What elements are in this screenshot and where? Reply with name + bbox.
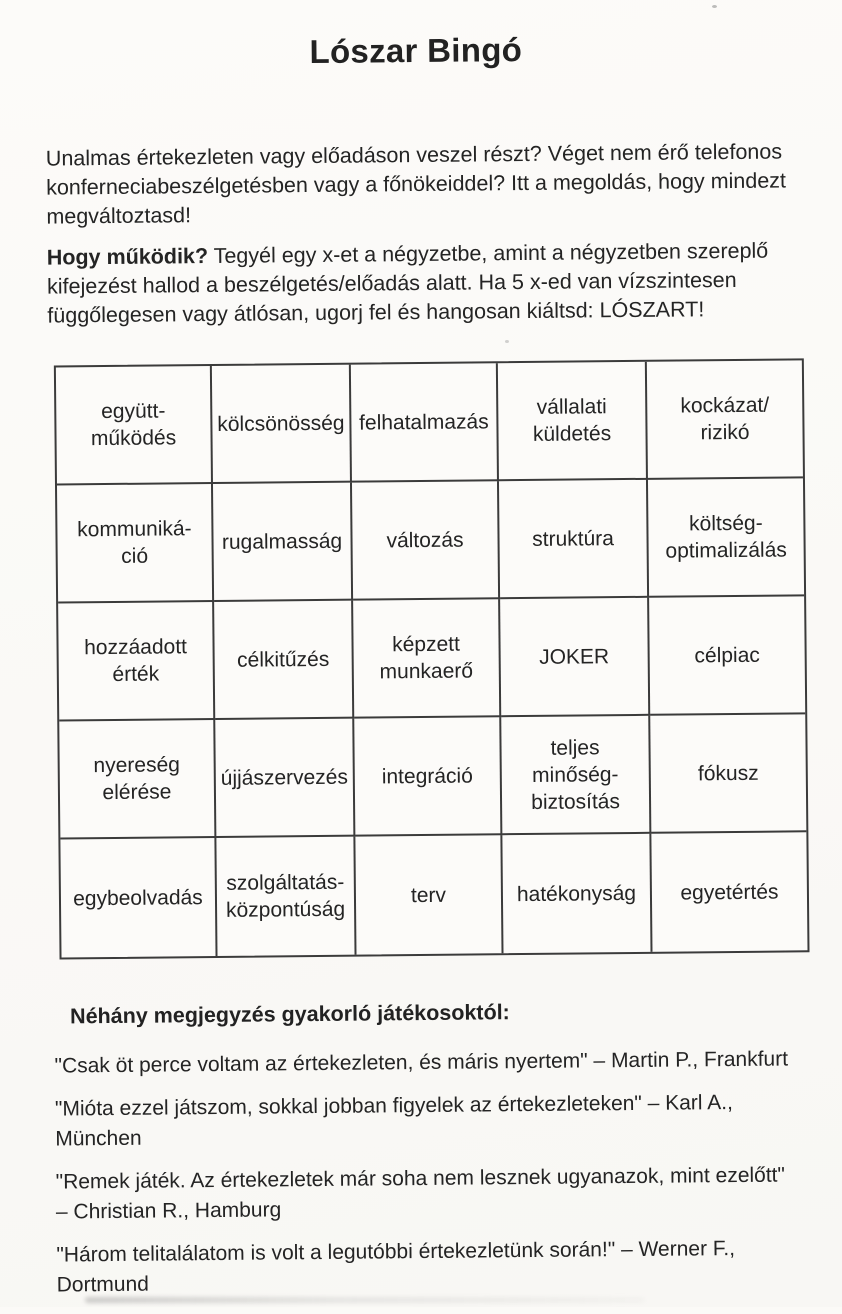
bingo-cell: egybeolvadás xyxy=(60,838,217,957)
how-it-works-paragraph xyxy=(47,236,818,330)
bingo-cell: nyereség elérése xyxy=(59,720,216,839)
bingo-cell: egyetértés xyxy=(680,880,779,905)
bingo-cell: hozzáadott érték xyxy=(58,602,215,721)
how-it-works-label: Hogy működik? xyxy=(46,244,209,270)
bingo-cell: hatékonyság xyxy=(502,834,652,953)
bingo-cell: struktúra xyxy=(499,480,649,599)
bingo-cell: szolgáltatás- központúság xyxy=(216,837,356,956)
bingo-cell: újjászervezés xyxy=(215,719,355,838)
intro-paragraph: Unalmas értekezleten vagy előadáson veszel részt? Véget nem érő telefonos konferneciabeszélgetésben vagy a főnökeiddel? Itt a megoldás, hogy mindezt megváltoztasd! xyxy=(45,139,787,229)
bingo-cell-joker: JOKER xyxy=(500,598,650,717)
bingo-cell: rugalmasság xyxy=(213,483,353,602)
testimonial-quote: "Csak öt perce voltam az értekezleten, és máris nyertem" – Martin P., Frankfurt xyxy=(54,1047,789,1078)
how-it-works-text: Tegyél egy x-et a négyzetbe, amint a négyzetben szereplő kifejezést hallod a beszélgetés/előadás alatt. Ha 5 x-ed van vízszintesen függőlegesen vagy átlósan, ugorj fel és hangosan kiáltsd: LÓSZART! xyxy=(46,238,769,328)
bingo-cell: költség- optimalizálás xyxy=(648,478,804,597)
page-title: Lószar Bingó xyxy=(309,31,523,71)
bingo-cell: felhatalmazás xyxy=(351,363,499,482)
testimonial-quote: "Mióta ezzel játszom, sokkal jobban figyelek az értekezleteken" – Karl A., München xyxy=(54,1090,733,1151)
bingo-cell: integráció xyxy=(354,717,502,836)
bingo-cell: vállalati küldetés xyxy=(498,362,648,481)
bingo-cell: teljes minőség- biztosítás xyxy=(501,716,651,835)
bingo-grid xyxy=(54,358,810,959)
bingo-cell: képzett munkaerő xyxy=(353,599,501,718)
bingo-cell: fókusz xyxy=(650,714,806,833)
bingo-cell: kölcsönösség xyxy=(212,365,352,484)
testimonial-quote: "Remek játék. Az értekezletek már soha nem lesznek ugyanazok, mint ezelőtt" – Christian R., Hamburg xyxy=(55,1163,786,1224)
testimonials-section xyxy=(54,997,839,1313)
testimonial-quote: "Három telitalálatom is volt a legutóbbi értekezletünk során!" – Werner F., Dortmund xyxy=(56,1236,736,1297)
bingo-cell: kockázat/ rizikó xyxy=(647,360,803,479)
bingo-cell: terv xyxy=(355,835,503,954)
bingo-cell: célkitűzés xyxy=(214,601,354,720)
testimonials-heading: Néhány megjegyzés gyakorló játékosoktól: xyxy=(69,1000,510,1029)
bingo-cell: együtt- működés xyxy=(56,366,213,485)
bingo-cell: célpiac xyxy=(649,596,805,715)
bingo-cell: változás xyxy=(352,481,500,600)
bingo-cell: kommuniká- ció xyxy=(57,484,214,603)
